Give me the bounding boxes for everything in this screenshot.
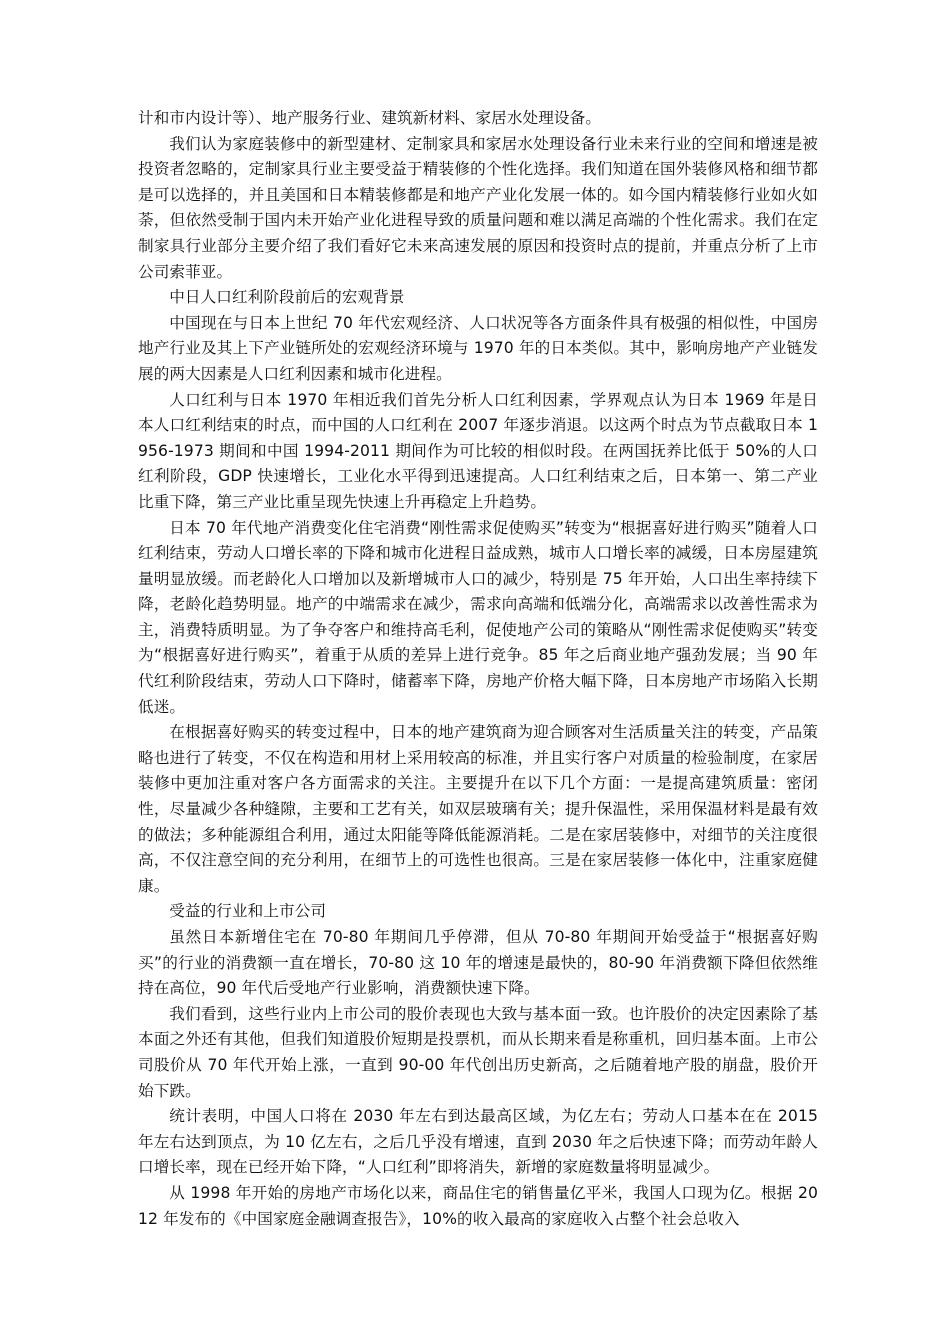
paragraph-product-strategy: 在根据喜好购买的转变过程中，日本的地产建筑商为迎合顾客对生活质量关注的转变，产品策略也进行了转变，不仅在构造和用材上采用较高的标准，并且实行客户对质量的检验制度，在家居装修中更加注重对客户各方面需求的关注。主要提升在以下几个方面：一是提高建筑质量：密闭性，尽量减少各种缝隙，主要和工艺有关，如双层玻璃有关；提升保温性，采用保温材料是最有效的做法；多种能源组合利用，通过太阳能等降低能源消耗。二是在家居装修中，对细节的关注度很高，不仅注意空间的充分利用，在细节上的可选性也很高。三是在家居装修一体化中，注重家庭健康。 <box>138 723 818 895</box>
paragraph-stock-performance: 我们看到，这些行业内上市公司的股价表现也大致与基本面一致。也许股价的决定因素除了基本面之外还有其他，但我们知道股价短期是投票机，而从长期来看是称重机，回归基本面。上市公司股价从 70 年代开始上涨，一直到 90-00 年代创出历史新高，之后随着地产股的崩盘，股价开始下跌。 <box>138 1004 818 1100</box>
paragraph-population-statistics: 统计表明，中国人口将在 2030 年左右到达最高区域，为亿左右；劳动人口基本在在 2015 年左右达到顶点，为 10 亿左右，之后几乎没有增速，直到 2030 年之后快速下降；而劳动年龄人口增长率，现在已经开始下降，“人口红利”即将消失，新增的家庭数量将明显减少。 <box>138 1107 818 1177</box>
paragraph-consumption-growth: 虽然日本新增住宅在 70-80 年期间几乎停滞，但从 70-80 年期间开始受益于“根据喜好购买”的行业的消费额一直在增长，70-80 这 10 年的增速是最快的，80-90 年消费额下降但依然维持在高位，90 年代后受地产行业影响，消费额快速下降。 <box>138 928 818 998</box>
paragraph-consumption-shift: 日本 70 年代地产消费变化住宅消费“刚性需求促使购买”转变为“根据喜好进行购买”随着人口红利结束，劳动人口增长率的下降和城市化进程日益成熟，城市人口增长率的减缓，日本房屋建筑量明显放缓。而老龄化人口增加以及新增城市人口的减少，特别是 75 年开始，人口出生率持续下降，老龄化趋势明显。地产的中端需求在减少，需求向高端和低端分化，高端需求以改善性需求为主，消费特质明显。为了争夺客户和维持高毛利，促使地产公司的策略从“刚性需求促使购买”转变为“根据喜好进行购买”，着重于从质的差异上进行竞争。85 年之后商业地产强劲发展；当 90 年代红利阶段结束，劳动人口下降时，储蓄率下降，房地产价格大幅下降，日本房地产市场陷入长期低迷。 <box>138 518 818 716</box>
document-body <box>138 106 818 1232</box>
paragraph-continuation: 计和市内设计等）、地产服务行业、建筑新材料、家居水处理设备。 <box>138 109 602 127</box>
section-heading-demographic-background: 中日人口红利阶段前后的宏观背景 <box>169 288 405 307</box>
paragraph-demographic-dividend: 人口红利与日本 1970 年相近我们首先分析人口红利因素，学界观点认为日本 1969 年是日本人口红利结束的时点，而中国的人口红利在 2007 年逐步消退。以这两个时点为节点截取日本 1956-1973 期间和中国 1994-2011 期间作为可比较的相似时段。在两国抚养比低于 50%的人口红利阶段，GDP 快速增长，工业化水平得到迅速提高。人口红利结束之后，日本第一、第二产业比重下降，第三产业比重呈现先快速上升再稳定上升趋势。 <box>138 390 818 511</box>
section-heading-beneficiary-industries: 受益的行业和上市公司 <box>169 902 327 921</box>
paragraph-macro-similarity: 中国现在与日本上世纪 70 年代宏观经济、人口状况等各方面条件具有极强的相似性，中国房地产行业及其上下产业链所处的宏观经济环境与 1970 年的日本类似。其中，影响房地产产业链发展的两大因素是人口红利因素和城市化进程。 <box>138 313 818 383</box>
paragraph-housing-market: 从 1998 年开始的房地产市场化以来，商品住宅的销售量亿平米，我国人口现为亿。根据 2012 年发布的《中国家庭金融调查报告》，10%的收入最高的家庭收入占整个社会总收入 <box>138 1183 818 1228</box>
paragraph-overview: 我们认为家庭装修中的新型建材、定制家具和家居水处理设备行业未来行业的空间和增速是被投资者忽略的，定制家具行业主要受益于精装修的个性化选择。我们知道在国外装修风格和细节都是可以选择的，并且美国和日本精装修都是和地产产业化发展一体的。如今国内精装修行业如火如荼，但依然受制于国内未开始产业化进程导致的质量问题和难以满足高端的个性化需求。我们在定制家具行业部分主要介绍了我们看好它未来高速发展的原因和投资时点的提前，并重点分析了上市公司索菲亚。 <box>138 134 818 281</box>
